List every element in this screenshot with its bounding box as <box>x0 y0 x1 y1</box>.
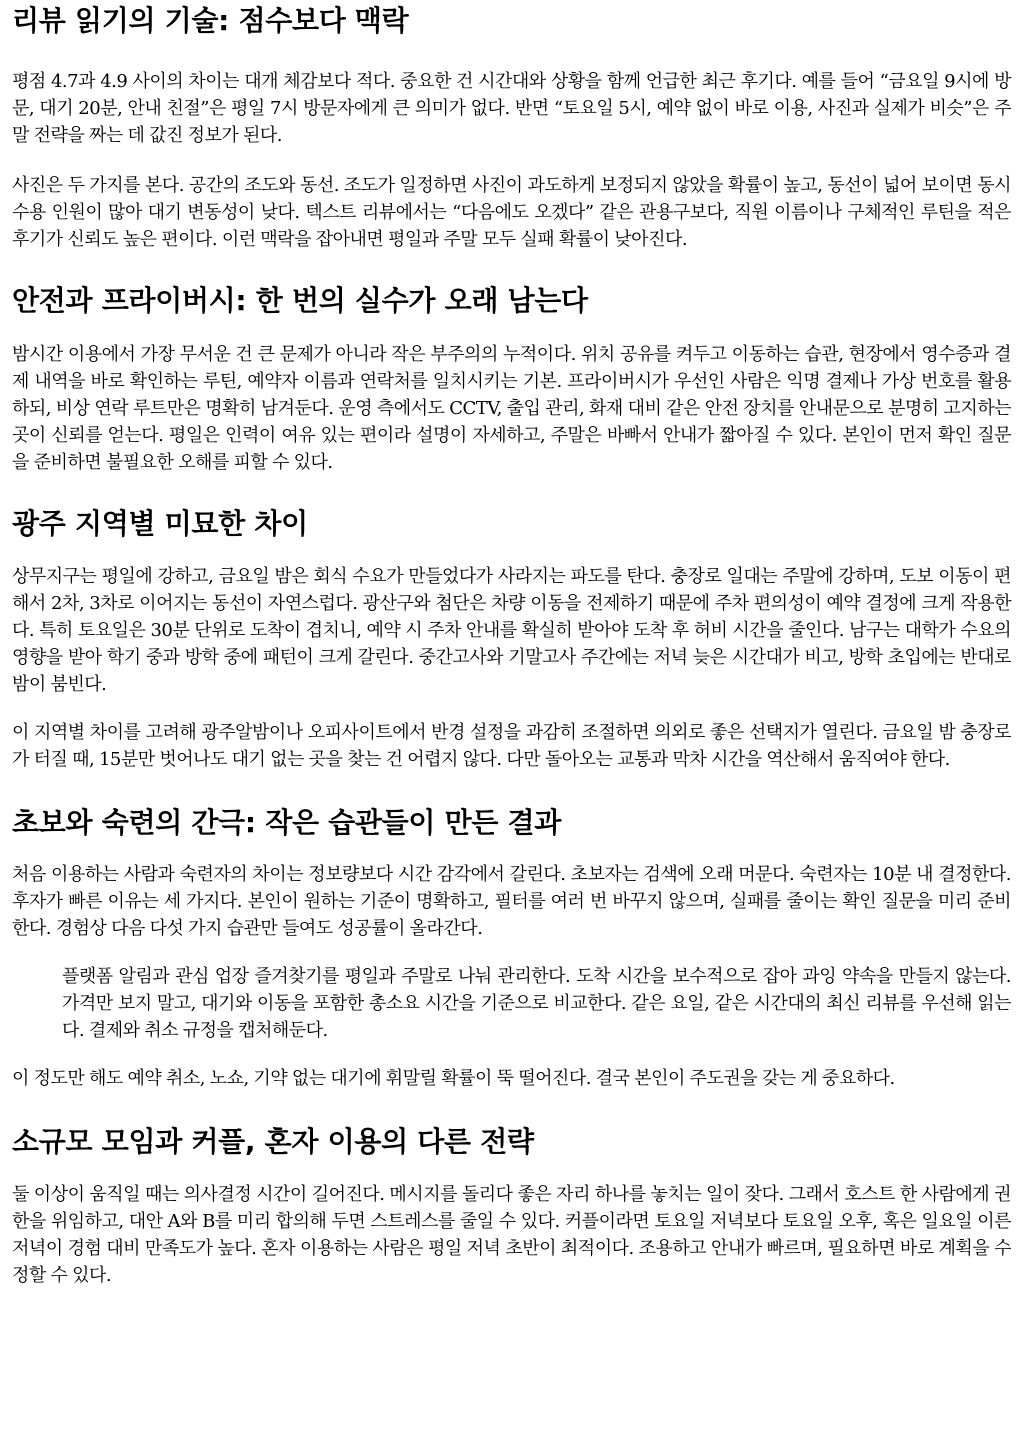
paragraph: 사진은 두 가지를 본다. 공간의 조도와 동선. 조도가 일정하면 사진이 과도하게 보정되지 않았을 확률이 높고, 동선이 넓어 보이면 동시 수용 인원이 많아 대기 변동성이 낮다. 텍스트 리뷰에서는 “다음에도 오겠다” 같은 관용구보다, 직원 이름이나 구체적인 루틴을 적은 후기가 신뢰도 높은 편이다. 이런 맥락을 잡아내면 평일과 주말 모두 실패 확률이 낮아진다. <box>12 175 1011 250</box>
paragraph: 이 지역별 차이를 고려해 광주알밤이나 오피사이트에서 반경 설정을 과감히 조절하면 의외로 좋은 선택지가 열린다. 금요일 밤 충장로가 터질 때, 15분만 벗어나도 대기 없는 곳을 찾는 건 어렵지 않다. 다만 돌아오는 교통과 막차 시간을 역산해서 움직여야 한다. <box>12 722 1011 770</box>
paragraph: 밤시간 이용에서 가장 무서운 건 큰 문제가 아니라 작은 부주의의 누적이다. 위치 공유를 켜두고 이동하는 습관, 현장에서 영수증과 결제 내역을 바로 확인하는 루틴, 예약자 이름과 연락처를 일치시키는 기본. 프라이버시가 우선인 사람은 익명 결제나 가상 번호를 활용하되, 비상 연락 루트만은 명확히 남겨둔다. 운영 측에서도 CCTV, 출입 관리, 화재 대비 같은 안전 장치를 안내문으로 분명히 고지하는 곳이 신뢰를 얻는다. 평일은 인력이 여유 있는 편이라 설명이 자세하고, 주말은 바빠서 안내가 짧아질 수 있다. 본인이 먼저 확인 질문을 준비하면 불필요한 오해를 피할 수 있다. <box>12 344 1011 473</box>
section-title-beginner-vs-expert: 초보와 숙련의 간극: 작은 습관들이 만든 결과 <box>12 806 562 839</box>
paragraph: 이 정도만 해도 예약 취소, 노쇼, 기약 없는 대기에 휘말릴 확률이 뚝 떨어진다. 결국 본인이 주도권을 갖는 게 중요하다. <box>12 1068 895 1089</box>
section-title-safety-privacy: 안전과 프라이버시: 한 번의 실수가 오래 남는다 <box>12 284 588 317</box>
section-title-group-strategies: 소규모 모임과 커플, 혼자 이용의 다른 전략 <box>12 1125 534 1158</box>
habits-blockquote: 플랫폼 알림과 관심 업장 즐겨찾기를 평일과 주말로 나눠 관리한다. 도착 시간을 보수적으로 잡아 과잉 약속을 만들지 않는다. 가격만 보지 말고, 대기와 이동을 포함한 총소요 시간을 기준으로 비교한다. 같은 요일, 같은 시간대의 최신 리뷰를 우선해 읽는다. 결제와 취소 규정을 캡처해둔다. <box>62 966 1011 1041</box>
paragraph: 상무지구는 평일에 강하고, 금요일 밤은 회식 수요가 만들었다가 사라지는 파도를 탄다. 충장로 일대는 주말에 강하며, 도보 이동이 편해서 2차, 3차로 이어지는 동선이 자연스럽다. 광산구와 첨단은 차량 이동을 전제하기 때문에 주차 편의성이 예약 결정에 크게 작용한다. 특히 토요일은 30분 단위로 도착이 겹치니, 예약 시 주차 안내를 확실히 받아야 도착 후 허비 시간을 줄인다. 남구는 대학가 수요의 영향을 받아 학기 중과 방학 중에 패턴이 크게 갈린다. 중간고사와 기말고사 주간에는 저녁 늦은 시간대가 비고, 방학 초입에는 반대로 밤이 붐빈다. <box>12 566 1011 695</box>
paragraph: 처음 이용하는 사람과 숙련자의 차이는 정보량보다 시간 감각에서 갈린다. 초보자는 검색에 오래 머문다. 숙련자는 10분 내 결정한다. 후자가 빠른 이유는 세 가지다. 본인이 원하는 기준이 명확하고, 필터를 여러 번 바꾸지 않으며, 실패를 줄이는 확인 질문을 미리 준비한다. 경험상 다음 다섯 가지 습관만 들여도 성공률이 올라간다. <box>12 864 1011 939</box>
section-title-regional-differences: 광주 지역별 미묘한 차이 <box>12 507 308 540</box>
paragraph: 평점 4.7과 4.9 사이의 차이는 대개 체감보다 적다. 중요한 건 시간대와 상황을 함께 언급한 최근 후기다. 예를 들어 “금요일 9시에 방문, 대기 20분, 안내 친절”은 평일 7시 방문자에게 큰 의미가 없다. 반면 “토요일 5시, 예약 없이 바로 이용, 사진과 실제가 비슷”은 주말 전략을 짜는 데 값진 정보가 된다. <box>12 71 1011 146</box>
paragraph: 둘 이상이 움직일 때는 의사결정 시간이 길어진다. 메시지를 돌리다 좋은 자리 하나를 놓치는 일이 잦다. 그래서 호스트 한 사람에게 권한을 위임하고, 대안 A와 B를 미리 합의해 두면 스트레스를 줄일 수 있다. 커플이라면 토요일 저녁보다 토요일 오후, 혹은 일요일 이른 저녁이 경험 대비 만족도가 높다. 혼자 이용하는 사람은 평일 저녁 초반이 최적이다. 조용하고 안내가 빠르며, 필요하면 바로 계획을 수정할 수 있다. <box>12 1184 1011 1286</box>
section-title-review-reading: 리뷰 읽기의 기술: 점수보다 맥락 <box>12 4 409 37</box>
